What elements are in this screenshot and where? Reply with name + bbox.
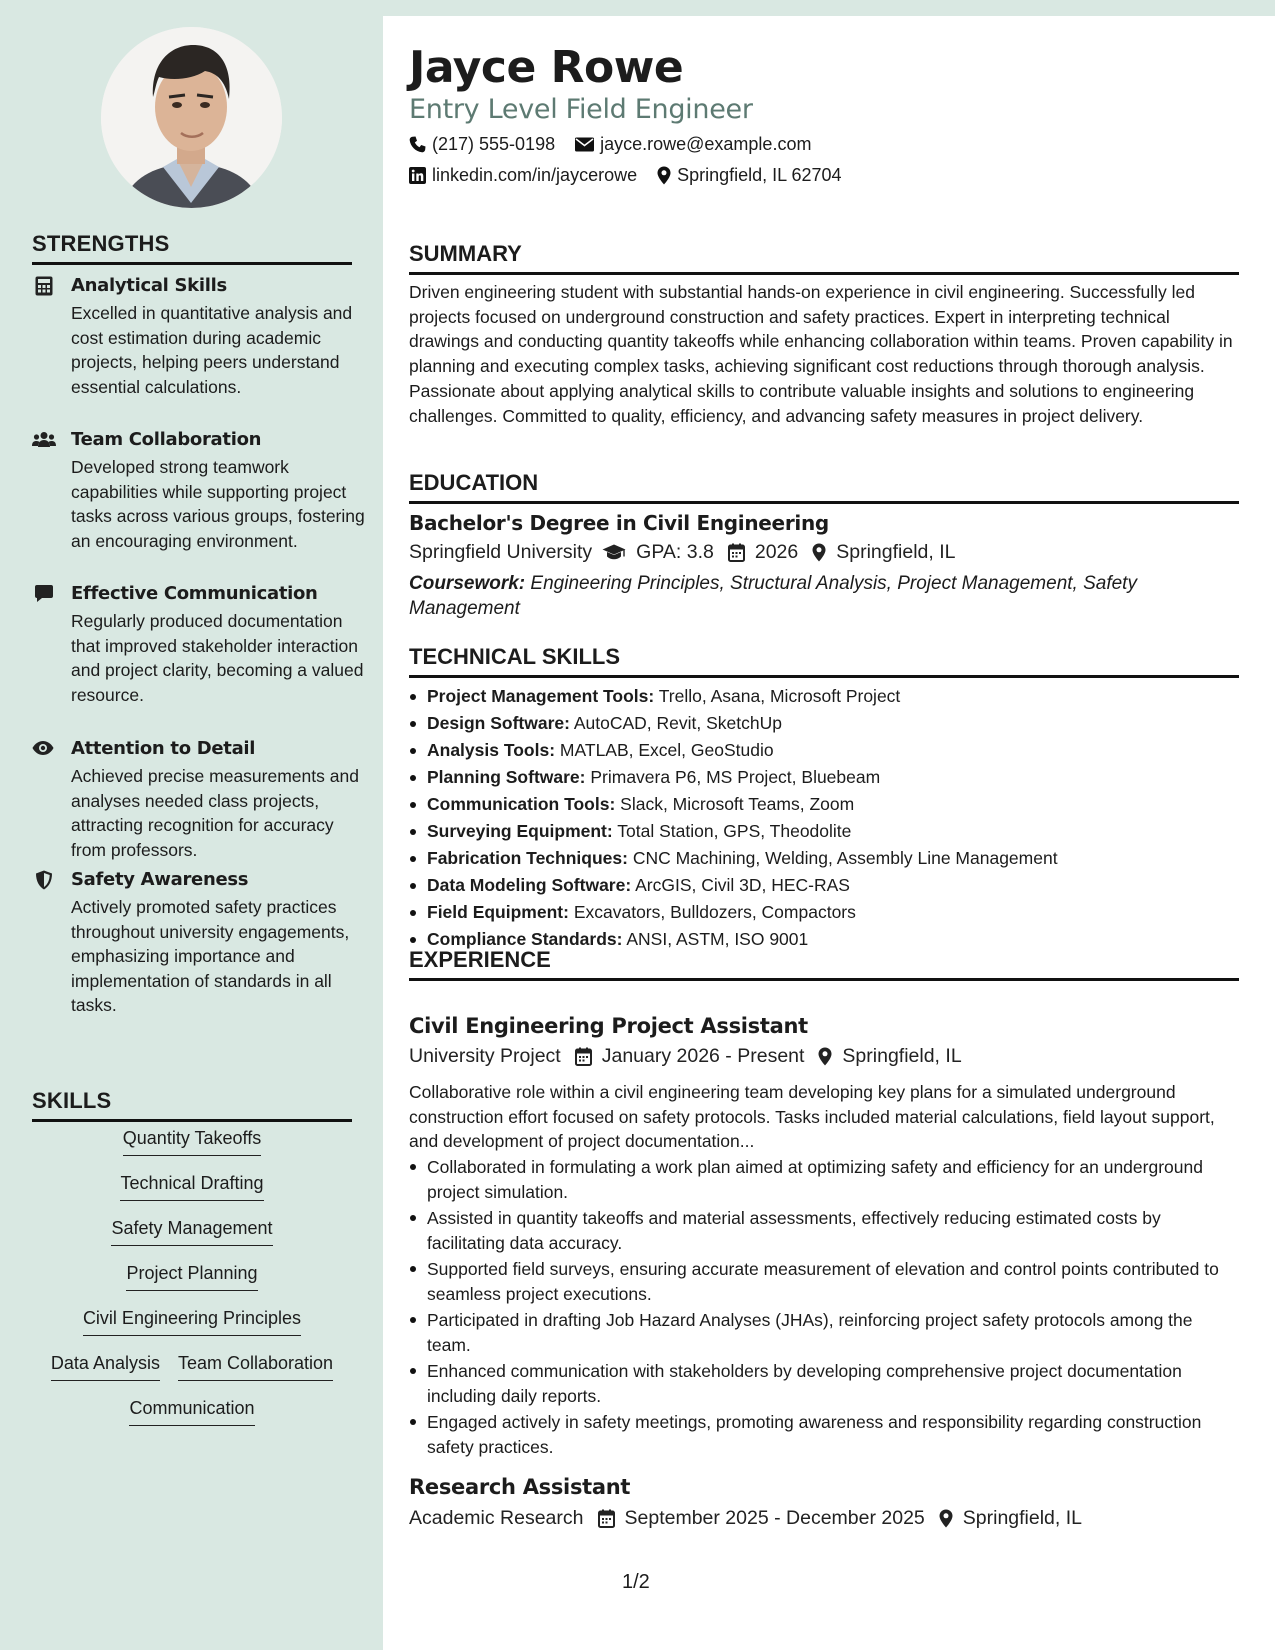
job-title: Research Assistant [409, 1475, 631, 1499]
skill-tag: Communication [129, 1398, 254, 1426]
skill-values: ArcGIS, Civil 3D, HEC-RAS [635, 875, 850, 895]
list-item [409, 902, 1239, 929]
skill-values: MATLAB, Excel, GeoStudio [559, 740, 774, 760]
users-icon [32, 429, 56, 451]
skill-category: Data Modeling Software: [427, 875, 632, 895]
comment-icon [32, 583, 56, 605]
list-item: Assisted in quantity takeoffs and material assessments, effectively reducing estimated costs by facilitating data accuracy. [409, 1206, 1239, 1255]
job-dates: January 2026 - Present [601, 1045, 805, 1067]
job-bullets [409, 1155, 1239, 1461]
job-dates: September 2025 - December 2025 [624, 1507, 925, 1529]
skill-category: Field Equipment: [427, 902, 569, 922]
skill-category: Analysis Tools: [427, 740, 556, 760]
location-text: Springfield, IL 62704 [677, 165, 842, 185]
list-item [409, 875, 1239, 902]
skill-category: Communication Tools: [427, 794, 616, 814]
envelope-icon [575, 137, 594, 152]
linkedin-icon [409, 167, 426, 184]
list-item: Participated in drafting Job Hazard Analyses (JHAs), reinforcing project safety protocols among the team. [409, 1308, 1239, 1357]
list-item [409, 686, 1239, 713]
degree-title: Bachelor's Degree in Civil Engineering [409, 511, 829, 535]
skill-values: Trello, Asana, Microsoft Project [658, 686, 901, 706]
job-meta [409, 1045, 962, 1068]
strengths-heading: STRENGTHS [32, 231, 352, 265]
job-meta [409, 1507, 1082, 1530]
calculator-icon [32, 275, 56, 297]
skill-tag: Team Collaboration [178, 1353, 333, 1381]
skill-tag: Data Analysis [51, 1353, 160, 1381]
calendar-icon [575, 1047, 592, 1066]
skill-tag: Civil Engineering Principles [83, 1308, 301, 1336]
strength-desc: Regularly produced documentation that improved stakeholder interaction and project clarity, becoming a valued resource. [71, 611, 364, 705]
job-description: Collaborative role within a civil engineering team developing key plans for a simulated underground construction effort focused on safety protocols. Tasks included material calculations, field layout support, and development of project documentation... [409, 1082, 1215, 1151]
skill-category: Compliance Standards: [427, 929, 623, 949]
skill-values: Excavators, Bulldozers, Compactors [573, 902, 856, 922]
strength-desc: Achieved precise measurements and analyses needed class projects, attracting recognition for accuracy from professors. [71, 766, 359, 860]
skill-values: AutoCAD, Revit, SketchUp [573, 713, 782, 733]
contact-row [409, 134, 811, 155]
email-link[interactable]: jayce.rowe@example.com [600, 134, 812, 154]
list-item [409, 821, 1239, 848]
job-title-heading: Entry Level Field Engineer [409, 94, 753, 125]
strength-title: Team Collaboration [71, 429, 262, 450]
list-item [409, 767, 1239, 794]
eye-icon [32, 738, 56, 760]
list-item [409, 848, 1239, 875]
strength-title: Analytical Skills [71, 275, 227, 296]
skill-category: Surveying Equipment: [427, 821, 613, 841]
experience-heading: EXPERIENCE [409, 947, 1239, 981]
skill-tag: Quantity Takeoffs [123, 1128, 261, 1156]
school-name: Springfield University [409, 541, 593, 563]
list-item [409, 713, 1239, 740]
skill-values: Slack, Microsoft Teams, Zoom [620, 794, 855, 814]
skill-category: Project Management Tools: [427, 686, 655, 706]
graduation-cap-icon [602, 544, 626, 561]
skill-values: Primavera P6, MS Project, Bluebeam [590, 767, 881, 787]
shield-icon [32, 869, 56, 891]
strength-title: Effective Communication [71, 583, 318, 604]
list-item: Collaborated in formulating a work plan aimed at optimizing safety and efficiency for an underground project simulation. [409, 1155, 1239, 1204]
phone-text: (217) 555-0198 [432, 134, 556, 154]
list-item [409, 794, 1239, 821]
list-item: Supported field surveys, ensuring accurate measurement of elevation and control points contributed to seamless project executions. [409, 1257, 1239, 1306]
candidate-name: Jayce Rowe [409, 42, 684, 93]
skill-values: Total Station, GPS, Theodolite [617, 821, 852, 841]
skill-category: Fabrication Techniques: [427, 848, 628, 868]
skill-tag: Technical Drafting [120, 1173, 263, 1201]
strength-desc: Developed strong teamwork capabilities while supporting project tasks across various groups, fostering an encouraging environment. [71, 457, 365, 551]
skills-list [32, 1128, 352, 1443]
skill-values: CNC Machining, Welding, Assembly Line Management [632, 848, 1058, 868]
map-pin-icon [818, 1047, 832, 1066]
list-item: Engaged actively in safety meetings, promoting awareness and responsibility regarding construction safety practices. [409, 1410, 1239, 1459]
coursework-text: Engineering Principles, Structural Analysis, Project Management, Safety Management [409, 573, 1137, 619]
coursework [409, 572, 1239, 621]
calendar-icon [598, 1509, 615, 1528]
contact-row [409, 165, 842, 186]
strength-title: Attention to Detail [71, 738, 256, 759]
profile-photo [101, 27, 282, 208]
education-meta [409, 541, 955, 564]
skill-tag: Project Planning [126, 1263, 257, 1291]
skills-heading: SKILLS [32, 1088, 352, 1122]
list-item [409, 740, 1239, 767]
strength-desc: Actively promoted safety practices throughout university engagements, emphasizing importance and implementation of standards in all tasks. [71, 897, 350, 1015]
skill-category: Planning Software: [427, 767, 586, 787]
job-location: Springfield, IL [842, 1045, 962, 1067]
phone-icon [409, 136, 426, 153]
summary-heading: SUMMARY [409, 241, 1239, 275]
coursework-label: Coursework: [409, 573, 526, 594]
map-pin-icon [939, 1509, 953, 1528]
calendar-icon [728, 543, 745, 562]
linkedin-link[interactable]: linkedin.com/in/jaycerowe [432, 165, 638, 185]
job-title: Civil Engineering Project Assistant [409, 1014, 808, 1038]
gpa-text: GPA: 3.8 [636, 541, 714, 563]
education-heading: EDUCATION [409, 470, 1239, 504]
skill-values: ANSI, ASTM, ISO 9001 [626, 929, 809, 949]
job-organization: University Project [409, 1045, 561, 1067]
job-organization: Academic Research [409, 1507, 584, 1529]
job-location: Springfield, IL [962, 1507, 1083, 1529]
technical-skills-heading: TECHNICAL SKILLS [409, 644, 1239, 678]
page-number: 1/2 [622, 1571, 650, 1593]
summary-text: Driven engineering student with substantial hands-on experience in civil engineering. Successfully led projects focused on underground construction and safety practices. Expert in interpreting technical drawings and conducting quantity takeoffs while enhancing collaboration within teams. Proven capability in planning and executing complex tasks, achieving significant cost reductions through thorough analysis. Passionate about applying analytical skills to contribute valuable insights and solutions to engineering challenges. Committed to quality, efficiency, and advancing safety measures in project delivery. [409, 282, 1233, 426]
map-pin-icon [812, 543, 826, 562]
skill-tag: Safety Management [111, 1218, 272, 1246]
list-item: Enhanced communication with stakeholders by developing comprehensive project documentation including daily reports. [409, 1359, 1239, 1408]
school-location: Springfield, IL [836, 541, 956, 563]
graduation-year: 2026 [754, 541, 799, 563]
strength-desc: Excelled in quantitative analysis and cost estimation during academic projects, helping peers understand essential calculations. [71, 303, 353, 397]
strength-title: Safety Awareness [71, 869, 249, 890]
map-pin-icon [657, 166, 671, 185]
technical-skills-list [409, 686, 1239, 956]
skill-category: Design Software: [427, 713, 570, 733]
